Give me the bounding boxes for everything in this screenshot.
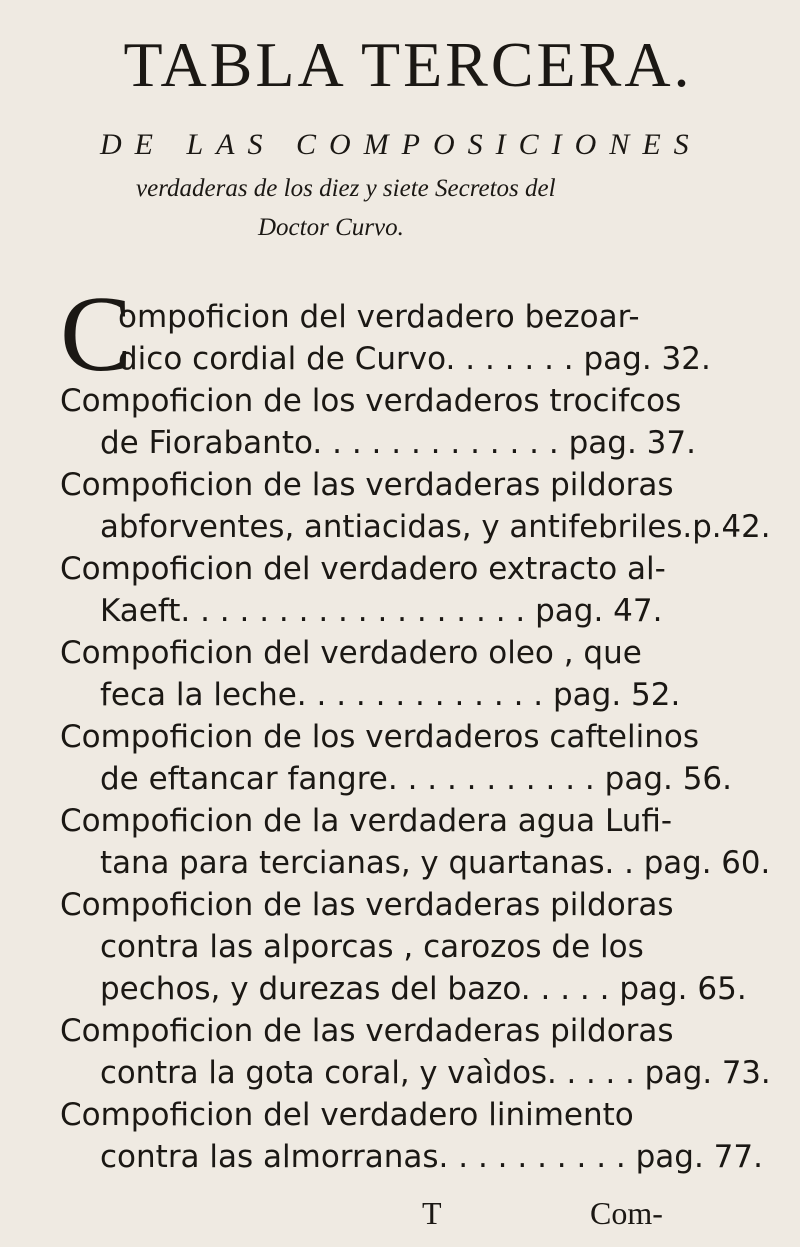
toc-line: Compoficion de las verdaderas pildoras: [60, 887, 674, 923]
catchword: Com-: [590, 1195, 663, 1231]
toc-line: de Fiorabanto. . . . . . . . . . . . . pag. 37.: [100, 425, 696, 461]
toc-line: pechos, y durezas del bazo. . . . . pag. 65.: [100, 971, 747, 1007]
toc-line: feca la leche. . . . . . . . . . . . . pag. 52.: [100, 677, 681, 713]
toc-line: Compoficion del verdadero oleo , que: [60, 635, 642, 671]
toc-line: de eftancar fangre. . . . . . . . . . . pag. 56.: [100, 761, 733, 797]
subtitle-line-1: DE LAS COMPOSICIONES: [100, 128, 702, 161]
toc-line: dico cordial de Curvo. . . . . . . pag. 32.: [118, 341, 711, 377]
toc-line: tana para tercianas, y quartanas. . pag. 60.: [100, 845, 771, 881]
toc-line: Compoficion de las verdaderas pildoras: [60, 467, 674, 503]
toc-line: contra las almorranas. . . . . . . . . . pag. 77.: [100, 1139, 763, 1175]
toc-line: abforventes, antiacidas, y antifebriles.p.42.: [100, 509, 771, 545]
subtitle-line-3: Doctor Curvo.: [258, 214, 404, 241]
toc-line: contra las alporcas , carozos de los: [100, 929, 644, 965]
toc-line: ompoficion del verdadero bezoar-: [118, 299, 640, 335]
drop-cap: C: [60, 275, 133, 394]
toc-line: Compoficion de los verdaderos caftelinos: [60, 719, 699, 755]
signature-mark: T: [422, 1195, 442, 1231]
toc-line: contra la gota coral, y vaìdos. . . . . pag. 73.: [100, 1055, 771, 1091]
page-title: TABLA TERCERA.: [123, 29, 693, 100]
subtitle-line-2: verdaderas de los diez y siete Secretos del: [136, 175, 556, 202]
toc-line: Kaeft. . . . . . . . . . . . . . . . . . pag. 47.: [100, 593, 663, 629]
toc-line: Compoficion de las verdaderas pildoras: [60, 1013, 674, 1049]
toc-line: Compoficion de la verdadera agua Lufi-: [60, 803, 673, 839]
toc-line: Compoficion del verdadero extracto al-: [60, 551, 666, 587]
toc-line: Compoficion del verdadero linimento: [60, 1097, 634, 1133]
toc-line: Compoficion de los verdaderos trocifcos: [60, 383, 682, 419]
